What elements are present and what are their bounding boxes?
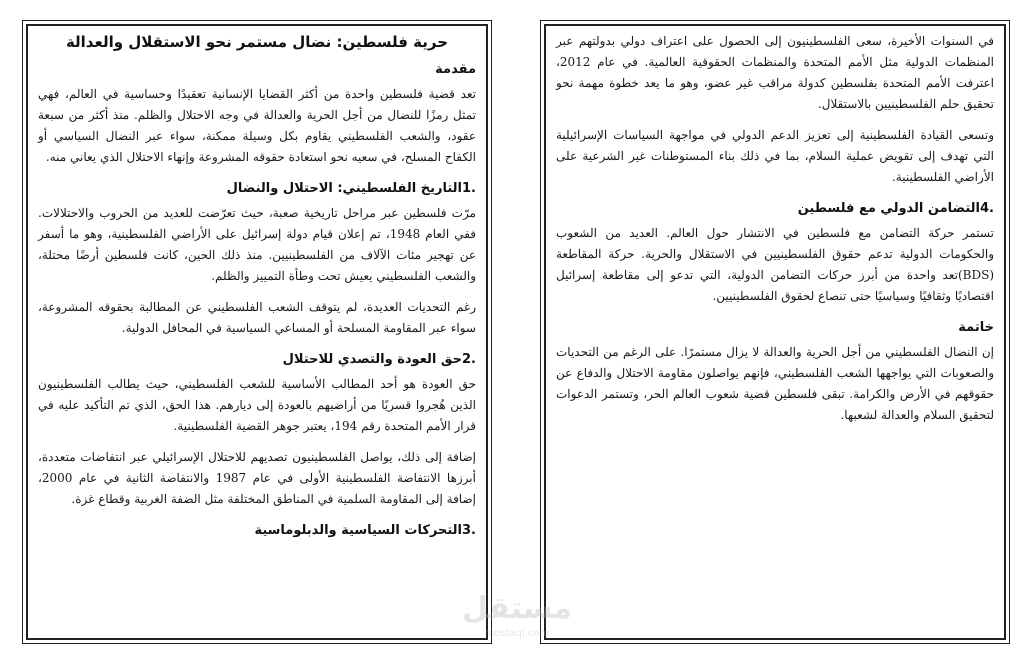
conclusion-paragraph: إن النضال الفلسطيني من أجل الحرية والعدالة لا يزال مستمرًا. على الرغم من التحديات والصعوبات التي يواجهها الشعب الفلسطيني، فإنهم يواصلون مقاومة الاحتلال والدفاع عن حقوقهم في الأرض والكرامة. تبقى فلسطين قضية شعوب العالم الحر، وتستمر الدعوات لتحقيق السلام والعدالة لشعبها.: [556, 345, 994, 422]
section-2-paragraph-2: إضافة إلى ذلك، يواصل الفلسطينيون تصديهم للاحتلال الإسرائيلي عبر انتفاضات متعددة، أبرزها الانتفاضة الفلسطينية الأولى في عام 1987 والانتفاضة الثانية في عام 2000، إضافة إلى المقاومة السلمية في المناطق المختلفة مثل الضفة الغربية وقطاع غزة.: [38, 450, 476, 506]
watermark-url: mostaql.com: [484, 628, 550, 639]
section-4-heading: .4التضامن الدولي مع فلسطين: [797, 201, 994, 216]
section-3-paragraph-2: وتسعى القيادة الفلسطينية إلى تعزيز الدعم الدولي في مواجهة السياسات الإسرائيلية التي تهدف إلى تقويض عملية السلام، بما في ذلك بناء المستوطنات غير الشرعية على الأراضي الفلسطينية.: [556, 128, 994, 184]
intro-paragraph: تعد قضية فلسطين واحدة من أكثر القضايا الإنسانية تعقيدًا وحساسية في العالم، فهي تمثل رمزًا للنضال من أجل الحرية والعدالة في وجه الاحتلال والظلم. منذ أكثر من سبعة عقود، والشعب الفلسطيني يقاوم بكل وسيلة ممكنة، سواء عبر النضال السياسي أو الكفاح المسلح، في سعيه نحو استعادة حقوقه المشروعة وإنهاء الاحتلال الذي يعاني منه.: [38, 87, 476, 164]
section-2-paragraph-1: حق العودة هو أحد المطالب الأساسية للشعب الفلسطيني، حيث يطالب الفلسطينيون الذين هُجروا قسريًا من أراضيهم بالعودة إلى ديارهم. هذا الحق، الذي تم التأكيد عليه في قرار الأمم المتحدة رقم 194، يعتبر جوهر القضية الفلسطينية.: [38, 377, 476, 433]
section-4-paragraph-1: تستمر حركة التضامن مع فلسطين في الانتشار حول العالم. العديد من الشعوب والحكومات الدولية تدعم حقوق الفلسطينيين في الاستقلال والحرية. حركة المقاطعة (BDS)تعد واحدة من أبرز حركات التضامن الدولية، التي تدعو إلى مقاطعة إسرائيل اقتصاديًا وثقافيًا وسياسيًا حتى تنصاع لحقوق الفلسطينيين.: [556, 226, 994, 303]
section-3-heading: .3التحركات السياسية والدبلوماسية: [254, 523, 476, 538]
intro-heading: مقدمة: [435, 62, 476, 77]
document-page-right: [540, 20, 1010, 644]
page-frame: [26, 24, 488, 640]
document-page-left: [22, 20, 492, 644]
section-3-paragraph-1: في السنوات الأخيرة، سعى الفلسطينيون إلى الحصول على اعتراف دولي بدولتهم عبر المنظمات الدولية مثل الأمم المتحدة والمنظمات الحقوقية العالمية. في عام 2012، اعترفت الأمم المتحدة بفلسطين كدولة مراقب غير عضو، وهو ما يعد خطوة مهمة نحو تحقيق حلم الفلسطينيين بالاستقلال.: [556, 34, 995, 111]
section-2-heading: .2حق العودة والتصدي للاحتلال: [282, 352, 476, 367]
section-1-paragraph-2: رغم التحديات العديدة، لم يتوقف الشعب الفلسطيني عن المطالبة بحقوقه المشروعة، سواء عبر المقاومة المسلحة أو المساعي السياسية في المحافل الدولية.: [38, 300, 476, 335]
section-1-heading: .1التاريخ الفلسطيني: الاحتلال والنضال: [226, 181, 476, 196]
watermark-logo-text: مستقل: [462, 591, 572, 626]
section-1-paragraph-1: مرّت فلسطين عبر مراحل تاريخية صعبة، حيث تعرّضت للعديد من الحروب والاحتلالات. ففي العام 1948، تم إعلان قيام دولة إسرائيل على الأراضي الفلسطينية، وهو ما أسفر عن تهجير مئات الآلاف من الفلسطينيين. منذ ذلك الحين، كانت فلسطين أرضًا محتلة، والشعب الفلسطيني يعيش تحت وطأة التمييز والظلم.: [38, 206, 476, 283]
conclusion-heading: خاتمة: [958, 320, 994, 335]
page-frame: [544, 24, 1006, 640]
document-title: حرية فلسطين: نضال مستمر نحو الاستقلال والعدالة: [65, 33, 449, 51]
